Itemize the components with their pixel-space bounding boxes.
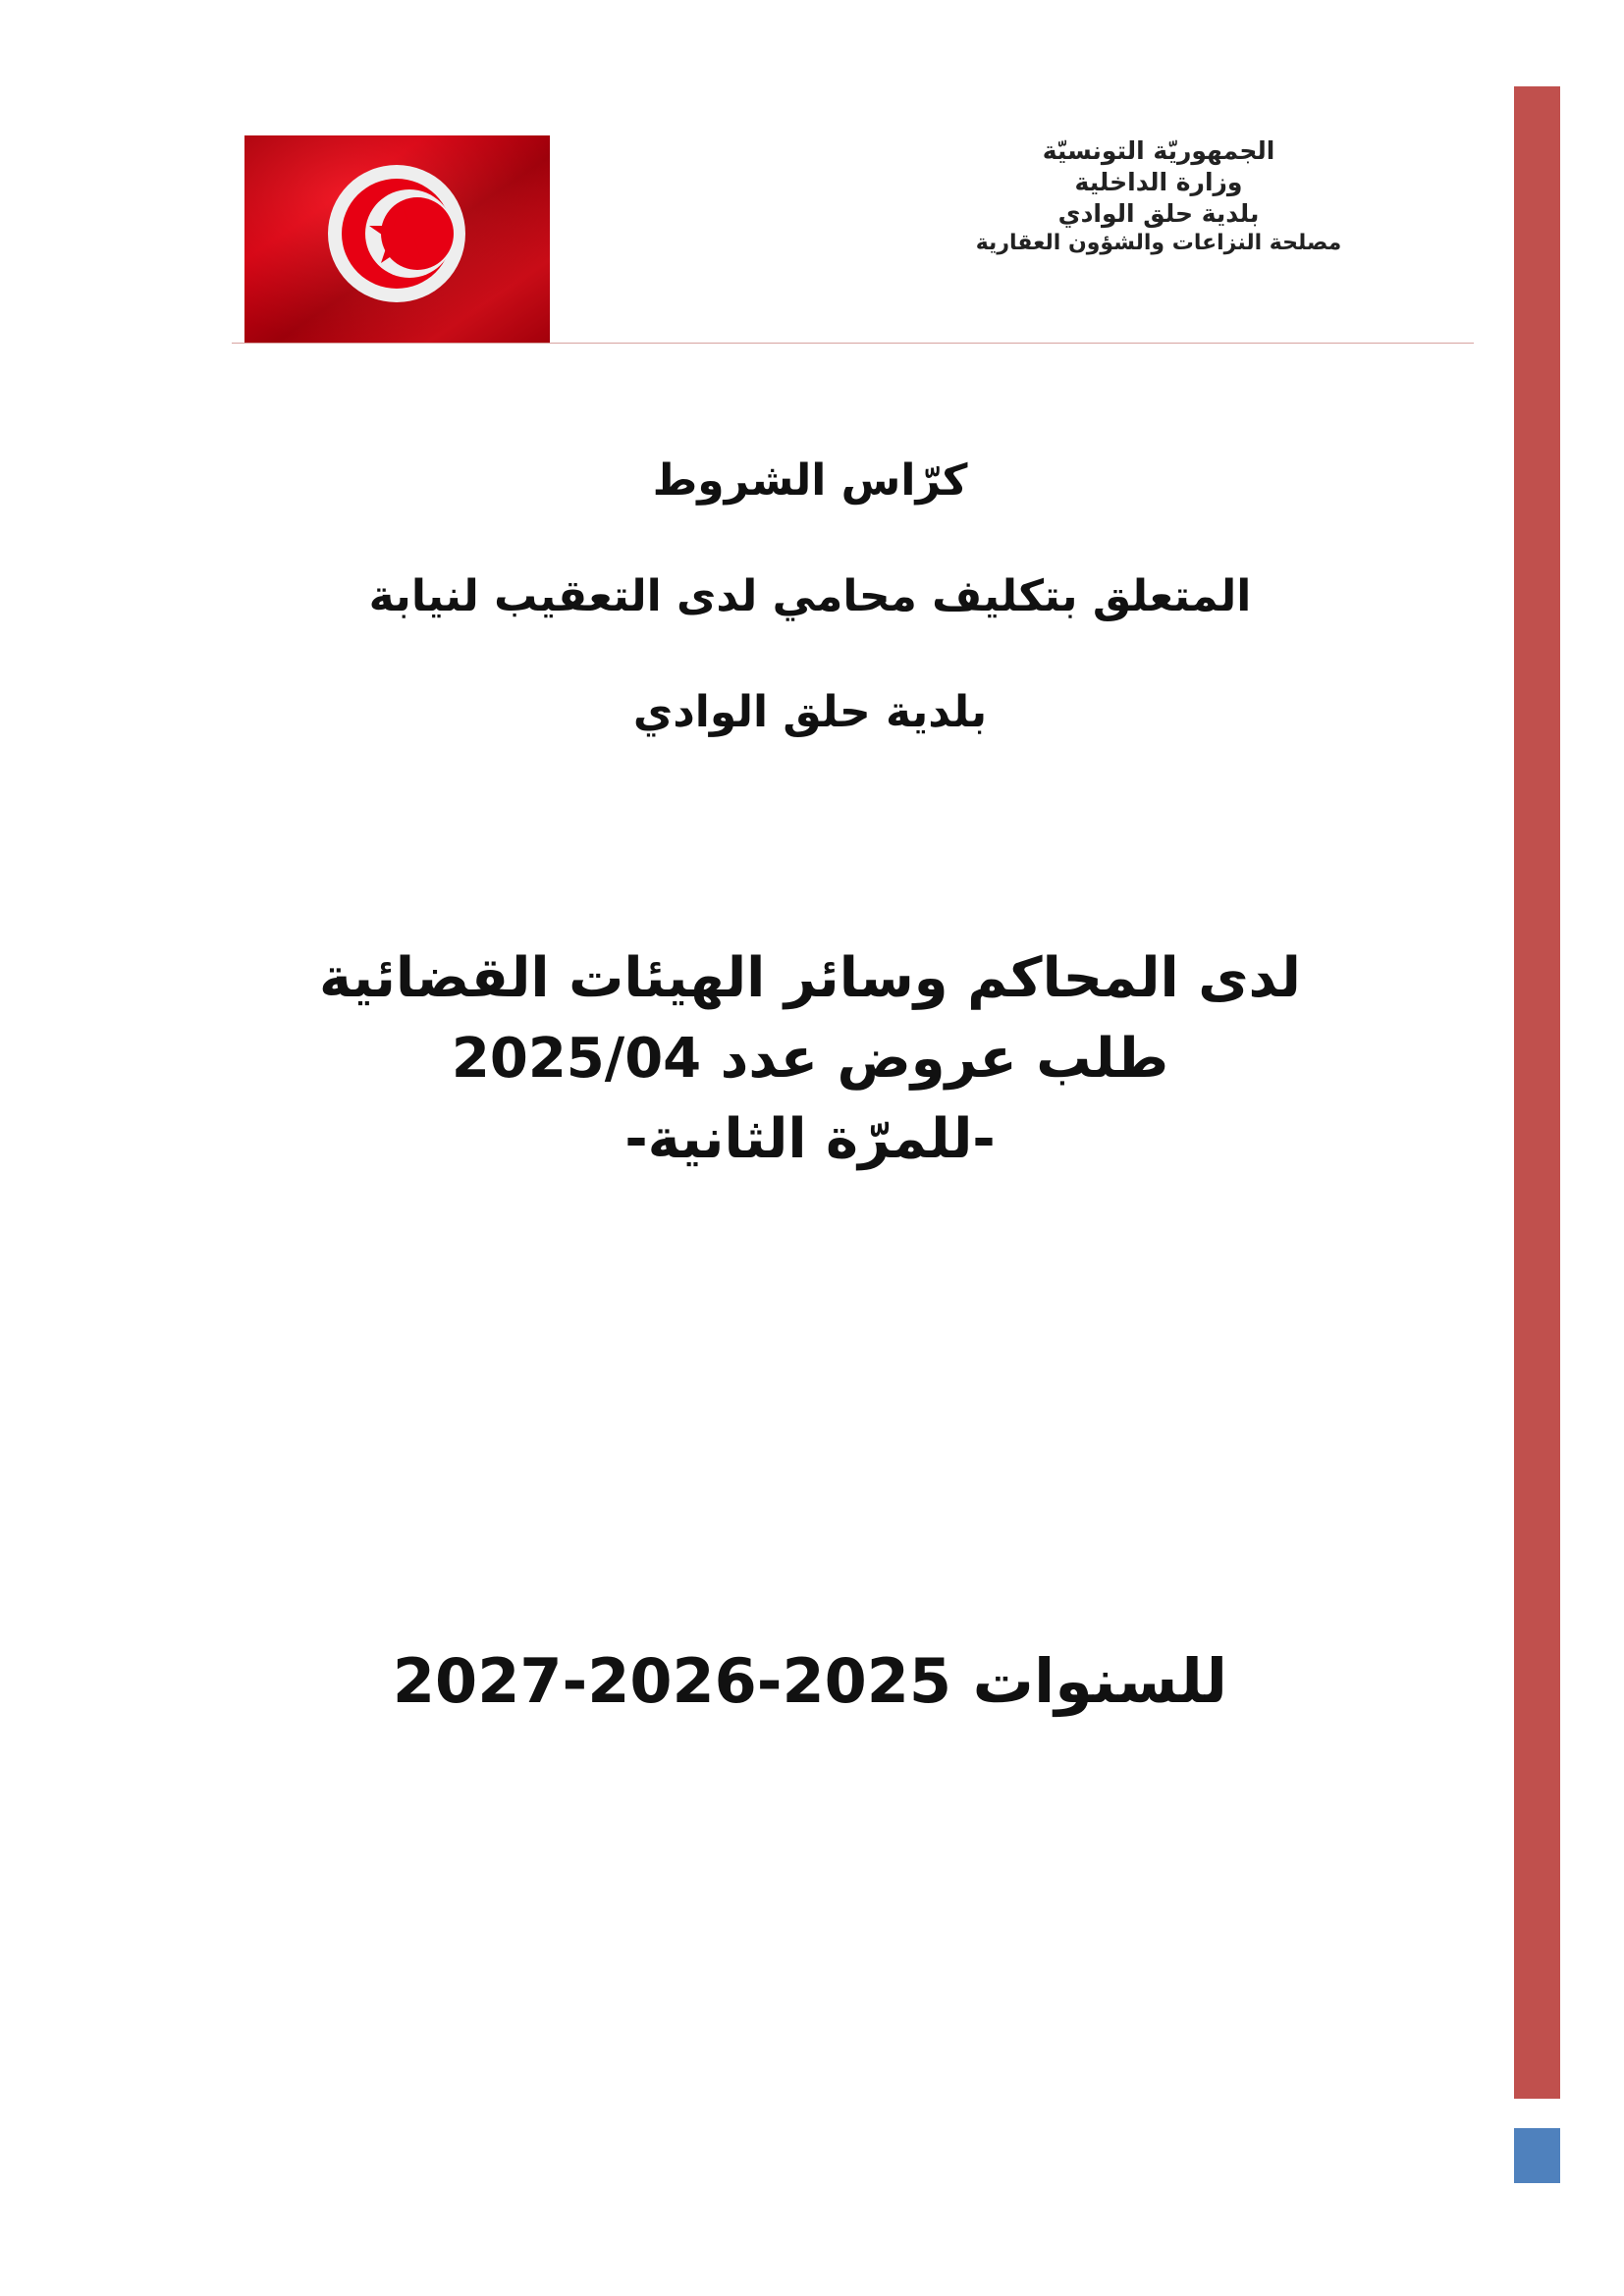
header-ministry: وزارة الداخلية [1074,168,1243,196]
title-line-1: كرّاس الشروط [652,455,968,506]
title-line-3: بلدية حلق الوادي [632,687,988,737]
subtitle-line-2: طلب عروض عدد 2025/04 [451,1027,1169,1091]
header-municipality: بلدية حلق الوادي [1057,199,1260,228]
document-years: للسنوات 2025-2026-2027 [392,1645,1228,1717]
side-decorative-block-blue [1514,2128,1560,2183]
tunisia-flag-icon [244,135,550,343]
side-decorative-bar-red [1514,86,1560,2099]
document-title [295,452,1326,799]
document-header [943,135,1375,257]
subtitle-line-1: لدى المحاكم وسائر الهيئات القضائية [319,946,1301,1010]
title-line-2: المتعلق بتكليف محامي لدى التعقيب لنيابة [368,571,1252,621]
header-republic: الجمهوريّة التونسيّة [1042,136,1275,165]
header-divider [232,343,1474,344]
document-subtitle [295,944,1326,1186]
subtitle-line-3: -للمرّة الثانية- [624,1107,996,1171]
header-department: مصلحة النزاعات والشؤون العقارية [975,231,1342,255]
